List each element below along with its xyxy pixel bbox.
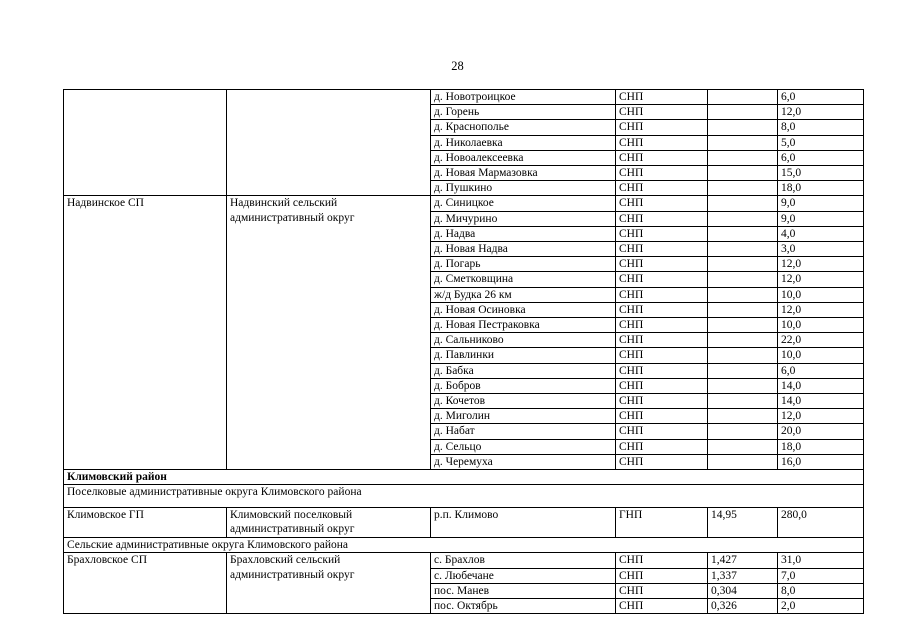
type-cell: СНП [616,394,708,409]
value-cell: 15,0 [778,166,864,181]
type-cell: СНП [616,166,708,181]
place-cell: с. Брахлов [431,553,616,568]
area-cell [708,211,778,226]
area-cell [708,348,778,363]
table-row [64,508,864,538]
value-cell: 9,0 [778,196,864,211]
type-cell: СНП [616,424,708,439]
value-cell: 5,0 [778,135,864,150]
area-cell [708,394,778,409]
place-cell: д. Сельцо [431,439,616,454]
place-cell: д. Сметковщина [431,272,616,287]
value-cell: 14,0 [778,394,864,409]
value-cell: 2,0 [778,599,864,614]
area-cell [708,135,778,150]
settlement-cell: Климовское ГП [64,508,227,538]
value-cell: 12,0 [778,105,864,120]
type-cell: СНП [616,181,708,196]
value-cell: 22,0 [778,333,864,348]
area-cell: 1,427 [708,553,778,568]
place-cell: д. Погарь [431,257,616,272]
area-cell [708,181,778,196]
type-cell: СНП [616,105,708,120]
place-cell: д. Набат [431,424,616,439]
value-cell: 9,0 [778,211,864,226]
area-cell [708,439,778,454]
area-cell: 1,337 [708,568,778,583]
table-row [64,553,864,568]
place-cell: р.п. Климово [431,508,616,538]
district-cell: Климовский поселковый административный округ [227,508,431,538]
value-cell: 3,0 [778,242,864,257]
place-cell: д. Павлинки [431,348,616,363]
type-cell: СНП [616,90,708,105]
district-cell: Надвинский сельский административный округ [227,196,431,470]
area-cell [708,166,778,181]
type-cell: СНП [616,242,708,257]
area-cell [708,409,778,424]
area-cell [708,287,778,302]
type-cell: СНП [616,272,708,287]
table-row [64,196,864,211]
area-cell [708,120,778,135]
region-title: Климовский район [64,470,864,485]
value-cell: 10,0 [778,287,864,302]
value-cell: 20,0 [778,424,864,439]
type-cell: СНП [616,150,708,165]
type-cell: СНП [616,196,708,211]
table-row [64,538,864,553]
settlement-cell: Надвинское СП [64,196,227,470]
type-cell: СНП [616,211,708,226]
place-cell: пос. Октябрь [431,599,616,614]
value-cell: 6,0 [778,150,864,165]
area-cell [708,90,778,105]
value-cell: 8,0 [778,120,864,135]
type-cell: СНП [616,135,708,150]
place-cell: д. Николаевка [431,135,616,150]
place-cell: д. Новоалексеевка [431,150,616,165]
type-cell: СНП [616,226,708,241]
settlements-table [63,89,864,614]
place-cell: пос. Манев [431,583,616,598]
place-cell: д. Надва [431,226,616,241]
place-cell: д. Пушкино [431,181,616,196]
table-row [64,485,864,508]
area-cell [708,242,778,257]
type-cell: СНП [616,363,708,378]
type-cell: СНП [616,439,708,454]
place-cell: д. Сальниково [431,333,616,348]
value-cell: 280,0 [778,508,864,538]
type-cell: СНП [616,553,708,568]
area-cell [708,272,778,287]
place-cell: д. Мичурино [431,211,616,226]
value-cell: 16,0 [778,454,864,469]
place-cell: д. Новая Мармазовка [431,166,616,181]
area-cell [708,378,778,393]
value-cell: 31,0 [778,553,864,568]
value-cell: 10,0 [778,348,864,363]
type-cell: СНП [616,333,708,348]
value-cell: 14,0 [778,378,864,393]
place-cell: д. Новая Надва [431,242,616,257]
place-cell: д. Краснополье [431,120,616,135]
area-cell [708,150,778,165]
place-cell: д. Новотроицкое [431,90,616,105]
value-cell: 8,0 [778,583,864,598]
place-cell: д. Горень [431,105,616,120]
place-cell: д. Миголин [431,409,616,424]
page-number: 28 [451,59,464,73]
place-cell: д. Бабка [431,363,616,378]
area-cell: 0,304 [708,583,778,598]
value-cell: 18,0 [778,439,864,454]
area-cell [708,196,778,211]
settlement-cell: Брахловское СП [64,553,227,614]
type-cell: СНП [616,287,708,302]
type-cell: СНП [616,302,708,317]
type-cell: ГНП [616,508,708,538]
area-cell [708,226,778,241]
section-header: Поселковые административные округа Климовского района [64,485,864,508]
area-cell [708,424,778,439]
type-cell: СНП [616,318,708,333]
type-cell: СНП [616,454,708,469]
value-cell: 12,0 [778,302,864,317]
area-cell: 14,95 [708,508,778,538]
type-cell: СНП [616,257,708,272]
place-cell: д. Синицкое [431,196,616,211]
area-cell [708,454,778,469]
table-row [64,470,864,485]
value-cell: 12,0 [778,409,864,424]
place-cell: д. Новая Пестраковка [431,318,616,333]
type-cell: СНП [616,583,708,598]
value-cell: 4,0 [778,226,864,241]
type-cell: СНП [616,348,708,363]
type-cell: СНП [616,409,708,424]
area-cell [708,302,778,317]
area-cell: 0,326 [708,599,778,614]
settlement-cell [64,90,227,196]
area-cell [708,363,778,378]
value-cell: 6,0 [778,363,864,378]
area-cell [708,333,778,348]
district-cell [227,90,431,196]
table-row [64,90,864,105]
type-cell: СНП [616,568,708,583]
district-cell: Брахловский сельский административный округ [227,553,431,614]
value-cell: 18,0 [778,181,864,196]
value-cell: 12,0 [778,272,864,287]
place-cell: с. Любечане [431,568,616,583]
place-cell: д. Бобров [431,378,616,393]
area-cell [708,318,778,333]
value-cell: 12,0 [778,257,864,272]
area-cell [708,105,778,120]
place-cell: д. Кочетов [431,394,616,409]
type-cell: СНП [616,120,708,135]
value-cell: 7,0 [778,568,864,583]
value-cell: 10,0 [778,318,864,333]
section-header: Сельские административные округа Климовского района [64,538,864,553]
type-cell: СНП [616,378,708,393]
value-cell: 6,0 [778,90,864,105]
place-cell: д. Черемуха [431,454,616,469]
area-cell [708,257,778,272]
place-cell: ж/д Будка 26 км [431,287,616,302]
type-cell: СНП [616,599,708,614]
place-cell: д. Новая Осиновка [431,302,616,317]
